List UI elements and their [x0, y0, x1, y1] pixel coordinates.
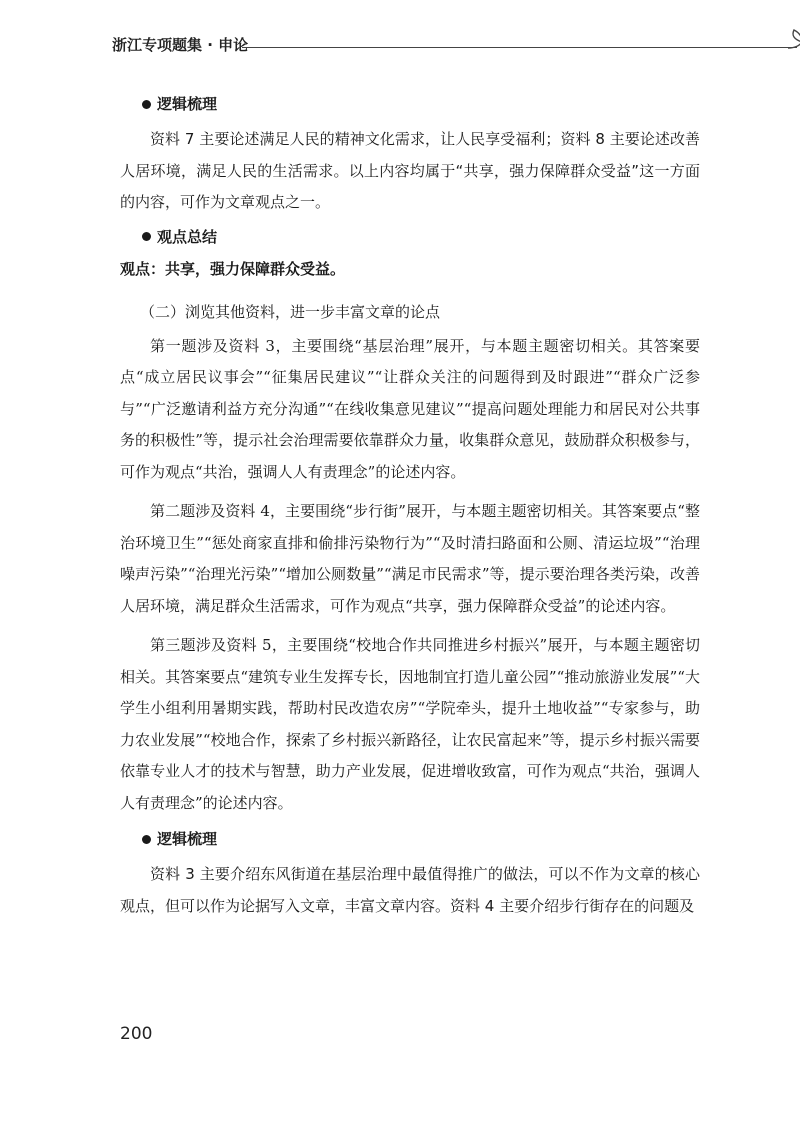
bullet-icon — [142, 835, 151, 844]
header-rule — [242, 47, 797, 48]
paragraph-question-3: 第三题涉及资料 5，主要围绕“校地合作共同推进乡村振兴”展开，与本题主题密切相关。其答案要点“建筑专业生发挥专长，因地制宜打造儿童公园”“推动旅游业发展”“大学生小组利用暑期实践，帮助村民改造农房”“学院牵头，提升土地收益”“专家参与，助力农业发展”“校地合作，探索了乡村振兴新路径，让农民富起来”等，提示乡村振兴需要依靠专业人才的技术与智慧，助力产业发展，促进增收致富，可作为观点“共治，强调人人有责理念”的论述内容。 — [120, 636, 700, 812]
bullet-icon — [142, 100, 151, 109]
heading-text: 逻辑梳理 — [157, 830, 218, 848]
running-header — [112, 34, 722, 64]
section-heading-logic-2 — [142, 827, 700, 851]
paragraph-logic-1: 资料 7 主要论述满足人民的精神文化需求，让人民享受福利；资料 8 主要论述改善人居环境，满足人民的生活需求。以上内容均属于“共享，强力保障群众受益”这一方面的内容，可作为文章观点之一。 — [120, 130, 700, 211]
paragraph-logic-2: 资料 3 主要介绍东风街道在基层治理中最值得推广的做法，可以不作为文章的核心观点，但可以作为论据写入文章，丰富文章内容。资料 4 主要介绍步行街存在的问题及 — [120, 865, 700, 915]
bullet-icon — [142, 232, 151, 241]
heading-text: 观点总结 — [157, 227, 218, 246]
heading-text: 逻辑梳理 — [157, 95, 218, 113]
paragraph-question-1: 第一题涉及资料 3，主要围绕“基层治理”展开，与本题主题密切相关。其答案要点“成立居民议事会”“征集居民建议”“让群众关注的问题得到及时跟进”“群众广泛参与”“广泛邀请利益方充分沟通”“在线收集意见建议”“提高问题处理能力和居民对公共事务的积极性”等，提示社会治理需要依靠群众力量，收集群众意见，鼓励群众积极参与，可作为观点“共治，强调人人有责理念”的论述内容。 — [120, 336, 700, 481]
section-heading-summary — [142, 225, 700, 249]
header-title: 浙江专项题集 · 申论 — [112, 36, 249, 54]
page-body — [120, 92, 700, 928]
paragraph-question-2: 第二题涉及资料 4，主要围绕“步行街”展开，与本题主题密切相关。其答案要点“整治环境卫生”“惩处商家直排和偷排污染物行为”“及时清扫路面和公厕、清运垃圾”“治理噪声污染”“治理光污染”“增加公厕数量”“满足市民需求”等，提示要治理各类污染，改善人居环境，满足群众生活需求，可作为观点“共享，强力保障群众受益”的论述内容。 — [120, 502, 700, 615]
page-number: 200 — [120, 1024, 153, 1044]
subsection-title: （二）浏览其他资料，进一步丰富文章的论点 — [140, 302, 441, 321]
viewpoint-summary: 观点：共享，强力保障群众受益。 — [120, 259, 346, 278]
section-heading-logic-1 — [142, 92, 700, 116]
sprout-icon — [784, 24, 800, 58]
